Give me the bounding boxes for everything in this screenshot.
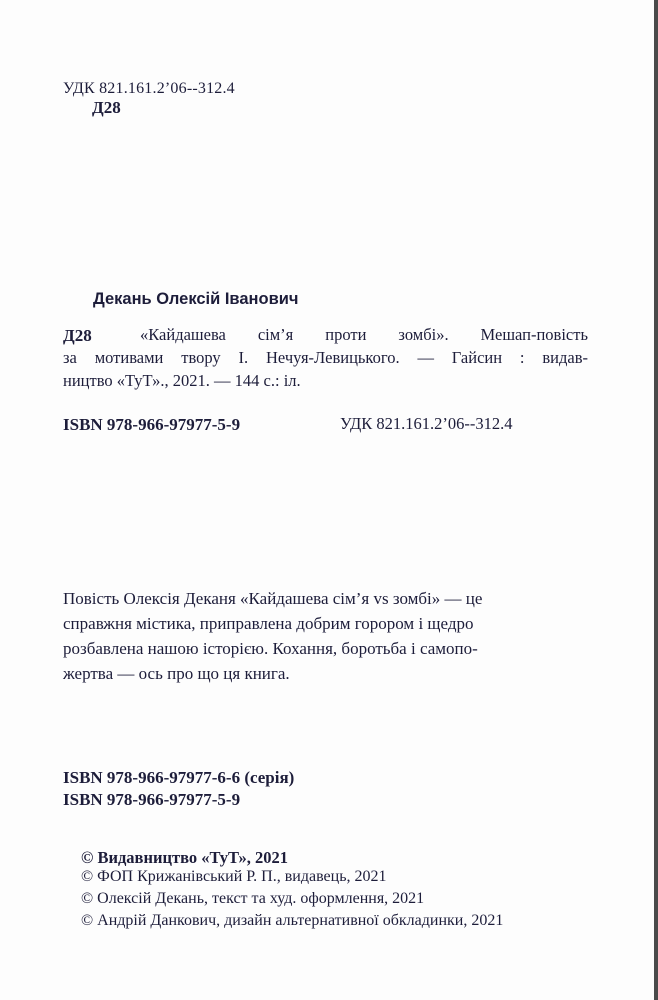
library-code: Д28 xyxy=(63,326,92,345)
library-code-top: Д28 xyxy=(92,98,121,117)
udk-top: УДК 821.161.2’06--312.4 xyxy=(63,80,235,97)
copyright-publisher: © Видавництво «ТуТ», 2021 xyxy=(81,848,289,867)
catalog-line-2: за мотивами твору І. Нечуя-Левицького. — Гайсин : видав- xyxy=(63,348,588,367)
catalog-udk: УДК 821.161.2’06--312.4 xyxy=(340,414,513,433)
isbn-book: ISBN 978-966-97977-5-9 xyxy=(63,790,241,809)
copyright-author: © Олексій Декань, текст та худ. оформлення, 2021 xyxy=(81,890,425,907)
catalog-line-1: «Кайдашева сім’я проти зомбі». Мешап-повість xyxy=(140,325,588,344)
blurb-line-3: розбавлена нашою історією. Кохання, боротьба і самопо- xyxy=(63,639,478,658)
blurb-line-2: справжня містика, приправлена добрим горором і щедро xyxy=(63,614,474,633)
catalog-isbn: ISBN 978-966-97977-5-9 xyxy=(63,415,241,434)
author-name: Декань Олексій Іванович xyxy=(93,290,299,308)
catalog-line-3: ництво «ТуТ»., 2021. — 144 с.: іл. xyxy=(63,371,301,390)
copyright-cover-designer: © Андрій Данкович, дизайн альтернативної обкладинки, 2021 xyxy=(81,912,504,929)
isbn-series: ISBN 978-966-97977-6-6 (серія) xyxy=(63,768,295,787)
copyright-fop: © ФОП Крижанівський Р. П., видавець, 2021 xyxy=(81,868,387,885)
blurb-line-1: Повість Олексія Деканя «Кайдашева сім’я vs зомбі» — це xyxy=(63,589,483,608)
page-edge xyxy=(654,0,658,1000)
blurb-line-4: жертва — ось про що ця книга. xyxy=(63,664,290,683)
